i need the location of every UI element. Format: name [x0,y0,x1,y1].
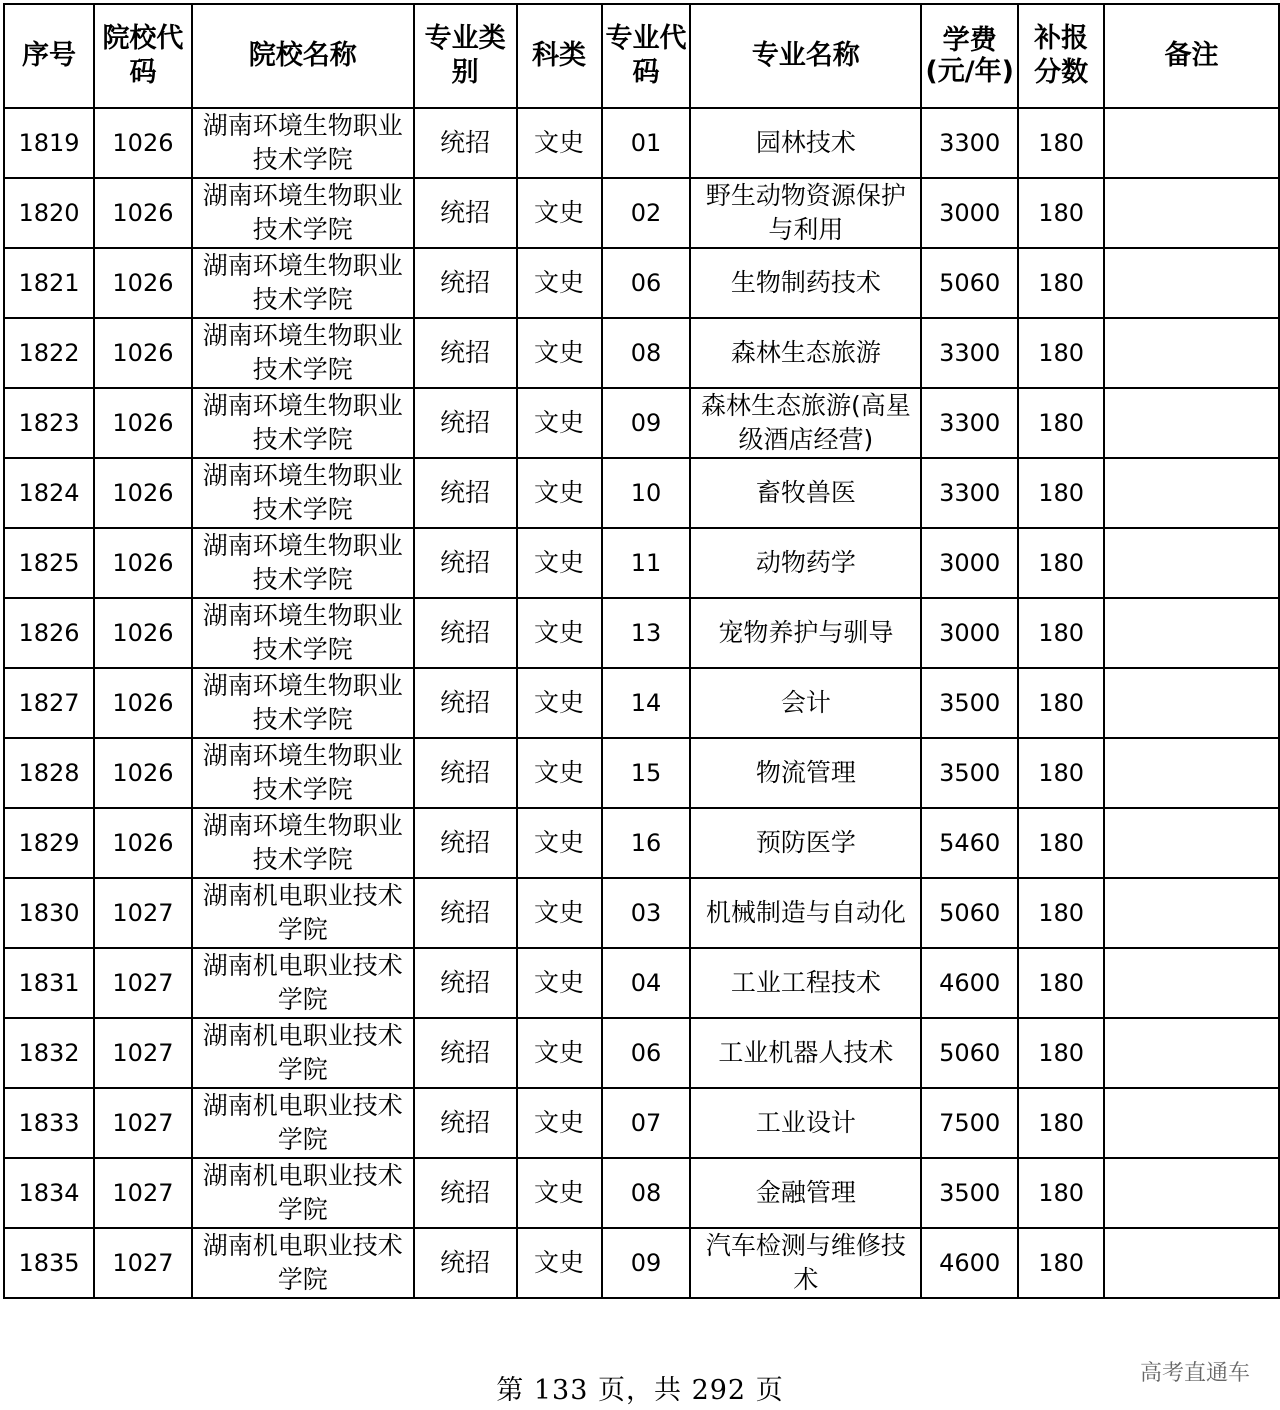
cell-score: 180 [1018,1228,1104,1298]
cell-major-code: 01 [602,108,691,178]
cell-major-code: 10 [602,458,691,528]
cell-subject: 文史 [517,1158,602,1228]
cell-major-code: 15 [602,738,691,808]
cell-subject: 文史 [517,878,602,948]
cell-remarks [1104,318,1279,388]
cell-school-name: 湖南机电职业技术学院 [192,1018,414,1088]
cell-major-code: 13 [602,598,691,668]
cell-major-category: 统招 [414,1018,517,1088]
cell-major-code: 11 [602,528,691,598]
cell-score: 180 [1018,1158,1104,1228]
cell-school-code: 1026 [94,108,192,178]
table-row [4,178,1279,248]
cell-subject: 文史 [517,1228,602,1298]
table-row [4,1088,1279,1158]
cell-major-category: 统招 [414,318,517,388]
header-school-code: 院校代码 [94,4,192,108]
cell-subject: 文史 [517,948,602,1018]
table-row [4,1228,1279,1298]
cell-remarks [1104,528,1279,598]
cell-remarks [1104,598,1279,668]
header-major-name: 专业名称 [690,4,921,108]
cell-tuition: 3500 [921,738,1018,808]
cell-tuition: 3300 [921,458,1018,528]
cell-subject: 文史 [517,668,602,738]
cell-remarks [1104,458,1279,528]
cell-seq: 1829 [4,808,94,878]
cell-tuition: 5060 [921,248,1018,318]
cell-seq: 1833 [4,1088,94,1158]
cell-score: 180 [1018,738,1104,808]
cell-school-code: 1027 [94,1018,192,1088]
cell-school-name: 湖南环境生物职业技术学院 [192,598,414,668]
cell-school-code: 1027 [94,948,192,1018]
cell-major-name: 森林生态旅游 [690,318,921,388]
cell-major-name: 工业机器人技术 [690,1018,921,1088]
cell-subject: 文史 [517,1088,602,1158]
cell-major-code: 06 [602,248,691,318]
table-row [4,878,1279,948]
cell-seq: 1826 [4,598,94,668]
cell-tuition: 3300 [921,318,1018,388]
cell-major-category: 统招 [414,808,517,878]
header-major-code: 专业代码 [602,4,691,108]
cell-school-code: 1026 [94,668,192,738]
cell-score: 180 [1018,178,1104,248]
cell-seq: 1819 [4,108,94,178]
table-row [4,668,1279,738]
cell-major-category: 统招 [414,458,517,528]
cell-tuition: 3500 [921,668,1018,738]
cell-school-code: 1026 [94,738,192,808]
cell-major-code: 03 [602,878,691,948]
cell-major-name: 动物药学 [690,528,921,598]
admissions-table [3,3,1280,1299]
cell-major-name: 园林技术 [690,108,921,178]
cell-remarks [1104,1018,1279,1088]
cell-school-name: 湖南环境生物职业技术学院 [192,738,414,808]
cell-major-category: 统招 [414,738,517,808]
cell-score: 180 [1018,598,1104,668]
header-major-category: 专业类别 [414,4,517,108]
cell-major-code: 09 [602,1228,691,1298]
cell-score: 180 [1018,248,1104,318]
table-row [4,738,1279,808]
cell-major-category: 统招 [414,388,517,458]
cell-major-name: 机械制造与自动化 [690,878,921,948]
cell-major-category: 统招 [414,948,517,1018]
table-body [4,108,1279,1298]
cell-major-category: 统招 [414,178,517,248]
cell-seq: 1834 [4,1158,94,1228]
cell-score: 180 [1018,318,1104,388]
cell-major-code: 08 [602,318,691,388]
cell-tuition: 3000 [921,178,1018,248]
cell-major-category: 统招 [414,598,517,668]
cell-school-name: 湖南机电职业技术学院 [192,1158,414,1228]
cell-score: 180 [1018,668,1104,738]
cell-school-name: 湖南环境生物职业技术学院 [192,808,414,878]
cell-remarks [1104,1158,1279,1228]
table-row [4,1158,1279,1228]
cell-seq: 1821 [4,248,94,318]
cell-school-code: 1026 [94,178,192,248]
cell-score: 180 [1018,108,1104,178]
cell-subject: 文史 [517,248,602,318]
cell-school-code: 1027 [94,1228,192,1298]
cell-score: 180 [1018,1088,1104,1158]
cell-major-name: 森林生态旅游(高星级酒店经营) [690,388,921,458]
cell-seq: 1823 [4,388,94,458]
cell-major-category: 统招 [414,1158,517,1228]
cell-major-name: 生物制药技术 [690,248,921,318]
cell-major-category: 统招 [414,528,517,598]
table-row [4,1018,1279,1088]
watermark: 高考直通车 [1140,1361,1251,1386]
cell-school-name: 湖南环境生物职业技术学院 [192,248,414,318]
table-row [4,108,1279,178]
cell-remarks [1104,1228,1279,1298]
cell-remarks [1104,388,1279,458]
cell-tuition: 5460 [921,808,1018,878]
cell-school-name: 湖南环境生物职业技术学院 [192,388,414,458]
cell-major-name: 预防医学 [690,808,921,878]
cell-school-code: 1026 [94,528,192,598]
cell-major-code: 16 [602,808,691,878]
cell-school-code: 1027 [94,1158,192,1228]
cell-tuition: 5060 [921,1018,1018,1088]
table-row [4,458,1279,528]
cell-major-name: 会计 [690,668,921,738]
header-school-name: 院校名称 [192,4,414,108]
cell-subject: 文史 [517,388,602,458]
cell-subject: 文史 [517,108,602,178]
cell-remarks [1104,1088,1279,1158]
cell-subject: 文史 [517,598,602,668]
cell-major-name: 宠物养护与驯导 [690,598,921,668]
cell-tuition: 5060 [921,878,1018,948]
header-row [4,4,1279,108]
cell-tuition: 3000 [921,598,1018,668]
cell-major-name: 物流管理 [690,738,921,808]
cell-school-code: 1027 [94,1088,192,1158]
table-row [4,248,1279,318]
cell-seq: 1825 [4,528,94,598]
cell-remarks [1104,948,1279,1018]
cell-major-category: 统招 [414,248,517,318]
cell-tuition: 3300 [921,388,1018,458]
cell-school-code: 1026 [94,598,192,668]
cell-tuition: 3000 [921,528,1018,598]
cell-major-name: 野生动物资源保护与利用 [690,178,921,248]
cell-tuition: 7500 [921,1088,1018,1158]
cell-remarks [1104,808,1279,878]
cell-tuition: 3300 [921,108,1018,178]
cell-score: 180 [1018,1018,1104,1088]
cell-tuition: 3500 [921,1158,1018,1228]
table-row [4,318,1279,388]
cell-school-name: 湖南环境生物职业技术学院 [192,528,414,598]
table-row [4,388,1279,458]
cell-school-name: 湖南机电职业技术学院 [192,878,414,948]
cell-school-name: 湖南机电职业技术学院 [192,1228,414,1298]
header-seq: 序号 [4,4,94,108]
cell-major-code: 08 [602,1158,691,1228]
cell-major-name: 畜牧兽医 [690,458,921,528]
cell-major-code: 07 [602,1088,691,1158]
cell-subject: 文史 [517,318,602,388]
cell-school-name: 湖南环境生物职业技术学院 [192,668,414,738]
cell-subject: 文史 [517,808,602,878]
cell-subject: 文史 [517,458,602,528]
cell-score: 180 [1018,458,1104,528]
cell-score: 180 [1018,878,1104,948]
cell-seq: 1827 [4,668,94,738]
cell-school-name: 湖南机电职业技术学院 [192,948,414,1018]
cell-seq: 1820 [4,178,94,248]
table-row [4,528,1279,598]
cell-remarks [1104,248,1279,318]
table-row [4,948,1279,1018]
cell-seq: 1830 [4,878,94,948]
cell-major-name: 工业设计 [690,1088,921,1158]
cell-remarks [1104,738,1279,808]
cell-seq: 1824 [4,458,94,528]
cell-remarks [1104,878,1279,948]
table-row [4,598,1279,668]
cell-major-category: 统招 [414,1228,517,1298]
cell-school-code: 1027 [94,878,192,948]
cell-major-code: 04 [602,948,691,1018]
cell-seq: 1835 [4,1228,94,1298]
cell-school-name: 湖南环境生物职业技术学院 [192,458,414,528]
cell-school-name: 湖南机电职业技术学院 [192,1088,414,1158]
cell-major-category: 统招 [414,668,517,738]
cell-subject: 文史 [517,1018,602,1088]
page-number: 第 133 页，共 292 页 [496,1375,784,1406]
cell-subject: 文史 [517,528,602,598]
cell-major-category: 统招 [414,878,517,948]
header-score: 补报分数 [1018,4,1104,108]
cell-score: 180 [1018,528,1104,598]
cell-tuition: 4600 [921,948,1018,1018]
cell-score: 180 [1018,948,1104,1018]
cell-tuition: 4600 [921,1228,1018,1298]
cell-school-code: 1026 [94,388,192,458]
cell-major-name: 汽车检测与维修技术 [690,1228,921,1298]
header-subject: 科类 [517,4,602,108]
cell-school-code: 1026 [94,808,192,878]
cell-seq: 1832 [4,1018,94,1088]
cell-major-category: 统招 [414,1088,517,1158]
cell-school-code: 1026 [94,458,192,528]
cell-major-code: 14 [602,668,691,738]
cell-seq: 1831 [4,948,94,1018]
cell-major-name: 工业工程技术 [690,948,921,1018]
cell-score: 180 [1018,388,1104,458]
cell-remarks [1104,108,1279,178]
cell-school-code: 1026 [94,248,192,318]
cell-subject: 文史 [517,738,602,808]
cell-subject: 文史 [517,178,602,248]
cell-remarks [1104,178,1279,248]
cell-seq: 1828 [4,738,94,808]
header-remarks: 备注 [1104,4,1279,108]
header-tuition: 学费(元/年) [921,4,1018,108]
cell-major-category: 统招 [414,108,517,178]
cell-remarks [1104,668,1279,738]
table-row [4,808,1279,878]
cell-major-name: 金融管理 [690,1158,921,1228]
cell-school-name: 湖南环境生物职业技术学院 [192,318,414,388]
cell-seq: 1822 [4,318,94,388]
cell-school-code: 1026 [94,318,192,388]
cell-major-code: 06 [602,1018,691,1088]
cell-major-code: 02 [602,178,691,248]
cell-school-name: 湖南环境生物职业技术学院 [192,178,414,248]
cell-major-code: 09 [602,388,691,458]
cell-school-name: 湖南环境生物职业技术学院 [192,108,414,178]
cell-score: 180 [1018,808,1104,878]
